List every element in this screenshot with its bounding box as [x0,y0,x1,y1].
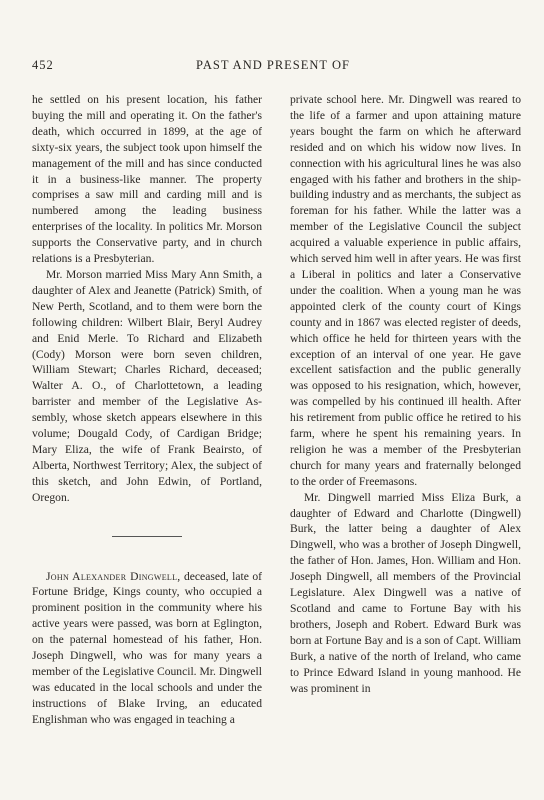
paragraph-dingwell-marriage: Mr. Dingwell married Miss Eliza Burk, a daughter of Edward and Charlotte (Dingwell) Burk, the latter being a daughter of Alex Dingwell, who was a brother of Joseph Dingwell, the father of Hon. James, Hon. William and Hon. Joseph Dingwell, all members of the Provincial Legislature. Alex Dingwell was a native of Scotland and came to Fortune Bay with his brothers, Joseph and Robert. Edward Burk was born at Fortune Bay and is a son of Capt. William Burk, a native of the north of Ireland, who came to Prince Edward Island in young manhood. He was prominent in [290,490,521,695]
paragraph-dingwell-intro-text: deceased, late of Fortune Bridge, Kings county, who occupied a prominent position in the community where his active years were passed, was born at Eglington, on the paternal homestead of his father, Hon. Joseph Dingwell, who was for many years a member of the Legislative Council. Mr. Dingwell was educated in the local schools and under the instructions of Blake Irving, an educated Englishman who was engaged in teaching a [32,569,262,726]
section-divider [112,536,182,537]
paragraph-dingwell-career: private school here. Mr. Dingwell was reared to the life of a farmer and upon attaining mature years bought the farm on which he afterward resided and on which his widow now lives. In connection with his agricultural lines he was also engaged with his father and brothers in the ship-building industry and as merchants, the subject as foreman for his father. While the latter was a member of the Legislative Council the subject acquired a valuable experience in public affairs, which served him well in after years. He was first a Liberal in politics and later a Conservative under the coalition. When a young man he was appointed clerk of the county court of Kings county and in 1867 was elected register of deeds, which office he held for thirteen years with the exception of an interval of one year. He gave excellent satisfaction and the public generally was opposed to his resignation, which, however, was compelled by his continued ill health. After his retirement from public office he retired to his farm, where he spent his remaining years. In religion he was a member of the Presbyterian church for many years and fraternally belonged to the order of Freemasons. [290,93,521,488]
paragraph-morson-family: Mr. Morson married Miss Mary Ann Smith, a daughter of Alex and Jeanette (Patrick) Smith, of New Perth, Scotland, and to them were born the following children: Wilbert Blair, Beryl Audrey and Enid Merle. To Richard and Elizabeth (Cody) Morson were born seven children, William Stewart; Charles Richard, deceased; Walter A. O., of Charlottetown, a leading barrister and member of the Legislative Assembly, whose sketch appears elsewhere in this volume; Dougald Cody, of Cardigan Bridge; Mary Eliza, the wife of Frank Beairsto, of Alberta, Northwest Territory; Alex, the subject of this sketch, and John Edwin, of Portland, Oregon. [32,267,262,504]
left-column [32,92,262,728]
subject-name: John Alexander Dingwell, [46,569,181,583]
paragraph-morson-business: he settled on his present location, his father buying the mill and operating it. On the father's death, which occurred in 1899, at the age of sixty-six years, the subject took upon himself the management of the mill and has since conducted it in a business-like manner. The property comprises a saw mill and carding mill and is numbered among the leading business enterprises of the locality. In politics Mr. Morson supports the Conservative party, and in church relations is a Presbyterian. [32,93,262,266]
page-header [32,58,514,73]
paragraph-dingwell-intro [32,569,262,728]
right-column [290,92,521,696]
page-number: 452 [32,58,54,72]
running-title: PAST AND PRESENT OF [196,58,350,72]
